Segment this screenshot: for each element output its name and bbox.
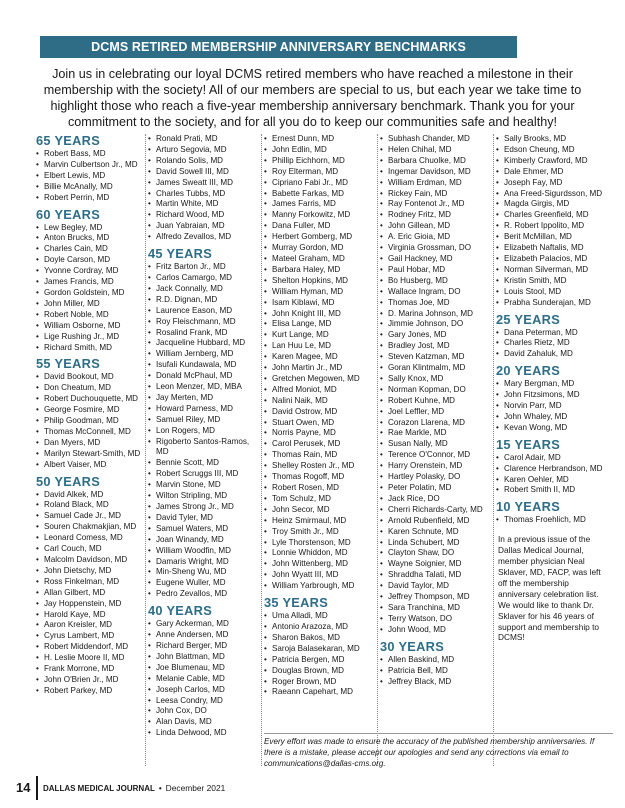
- member-name: • Steven Katzman, MD: [380, 352, 492, 363]
- member-name: • Sara Tranchina, MD: [380, 603, 492, 614]
- page-banner: DCMS RETIRED MEMBERSHIP ANNIVERSARY BENCHMARKS: [40, 36, 517, 58]
- member-list: [36, 490, 144, 697]
- member-name: • Martin White, MD: [148, 199, 260, 210]
- member-list: [36, 372, 144, 470]
- section-heading: 45 YEARS: [148, 246, 213, 262]
- member-name: • Susan Nally, MD: [380, 439, 492, 450]
- column-3: [264, 134, 378, 698]
- member-name: • Heinz Smirmaul, MD: [264, 516, 378, 527]
- member-name: • Ross Finkelman, MD: [36, 577, 144, 588]
- member-name: • David Alkek, MD: [36, 490, 144, 501]
- member-name: • Jack Rice, DO: [380, 494, 492, 505]
- member-name: • Roland Black, MD: [36, 500, 144, 511]
- member-name: • Norman Silverman, MD: [496, 265, 612, 276]
- column-4: [380, 134, 492, 687]
- member-name: • John Gillean, MD: [380, 221, 492, 232]
- member-name: • Leesa Condry, MD: [148, 696, 260, 707]
- member-name: • Peter Polatin, MD: [380, 483, 492, 494]
- member-name: • Roger Brown, MD: [264, 677, 378, 688]
- member-name: • Souren Chakmakjian, MD: [36, 522, 144, 533]
- member-list: [148, 262, 260, 600]
- member-name: • Marvin Stone, MD: [148, 480, 260, 491]
- member-name: • Barbara Chuolke, MD: [380, 156, 492, 167]
- member-name: • Jacqueline Hubbard, MD: [148, 338, 260, 349]
- member-name: • Robert Kuhne, MD: [380, 396, 492, 407]
- member-name: • Linda Delwood, MD: [148, 728, 260, 739]
- section-heading: 60 YEARS: [36, 206, 101, 222]
- member-name: • Corazon Llarena, MD: [380, 418, 492, 429]
- member-name: • Herbert Gomberg, MD: [264, 232, 378, 243]
- member-name: • Leon Menzer, MD, MBA: [148, 382, 260, 393]
- member-name: • Joan Winandy, MD: [148, 535, 260, 546]
- member-name: • Patricia Bell, MD: [380, 666, 492, 677]
- member-name: • Alfredo Zevallos, MD: [148, 232, 260, 243]
- accuracy-footnote: Every effort was made to ensure the accuracy of the published membership anniversaries. If there is a mistake, please accept our apologies and send any corrections via email to communications@dallas-cms.org.: [264, 737, 595, 768]
- member-name: • Lan Huu Le, MD: [264, 341, 378, 352]
- member-name: • Barbara Haley, MD: [264, 265, 378, 276]
- member-name: • Marilyn Stewart-Smith, MD: [36, 449, 144, 460]
- member-name: • William Hyman, MD: [264, 287, 378, 298]
- member-list: [496, 328, 612, 361]
- member-name: • Thomas Rogoff, MD: [264, 472, 378, 483]
- member-name: • John Whaley, MD: [496, 412, 612, 423]
- member-name: • Alan Davis, MD: [148, 717, 260, 728]
- member-list: [380, 134, 492, 636]
- member-name: • Karen Oehler, MD: [496, 475, 612, 486]
- member-name: • Virginia Grossman, DO: [380, 243, 492, 254]
- member-name: • Anton Brucks, MD: [36, 233, 144, 244]
- member-name: • Anne Andersen, MD: [148, 630, 260, 641]
- section-heading: 10 YEARS: [496, 499, 561, 515]
- column-1: [36, 134, 144, 697]
- member-name: • Min-Sheng Wu, MD: [148, 567, 260, 578]
- member-name: • Richard Berger, MD: [148, 641, 260, 652]
- member-name: • Shraddha Talati, MD: [380, 570, 492, 581]
- member-name: • Thomas Froehlich, MD: [496, 515, 612, 526]
- member-name: • Dan Myers, MD: [36, 438, 144, 449]
- member-name: • Lew Begley, MD: [36, 223, 144, 234]
- member-name: • Eugene Wuller, MD: [148, 578, 260, 589]
- member-name: • Lige Rushing Jr., MD: [36, 332, 144, 343]
- journal-name: DALLAS MEDICAL JOURNAL: [43, 784, 155, 793]
- member-name: • John Secor, MD: [264, 505, 378, 516]
- member-name: • Terence O'Connor, MD: [380, 450, 492, 461]
- member-name: • D. Marina Johnson, MD: [380, 309, 492, 320]
- member-name: • Sharon Bakos, MD: [264, 633, 378, 644]
- column-divider: [493, 134, 494, 766]
- section-heading: 65 YEARS: [36, 133, 101, 148]
- member-name: • James Sweatt III, MD: [148, 178, 260, 189]
- member-name: • Babette Farkas, MD: [264, 189, 378, 200]
- member-name: • David Bookout, MD: [36, 372, 144, 383]
- member-name: • A. Eric Gioia, MD: [380, 232, 492, 243]
- member-name: • Elisa Lange, MD: [264, 319, 378, 330]
- member-name: • Karen Magee, MD: [264, 352, 378, 363]
- member-name: • David Sowell III, MD: [148, 167, 260, 178]
- member-name: • Isam Kiblawi, MD: [264, 298, 378, 309]
- member-name: • Prabha Sunderajan, MD: [496, 298, 612, 309]
- footer-divider: [36, 776, 38, 800]
- member-name: • Lon Rogers, MD: [148, 426, 260, 437]
- member-name: • Ray Fontenot Jr., MD: [380, 199, 492, 210]
- member-list: [36, 223, 144, 354]
- member-name: • James Strong Jr., MD: [148, 502, 260, 513]
- member-name: • Troy Smith Jr., MD: [264, 527, 378, 538]
- member-list: [496, 379, 612, 434]
- member-name: • Cherri Richards-Carty, MD: [380, 505, 492, 516]
- page-number: 14: [16, 780, 31, 795]
- journal-info: [43, 776, 225, 801]
- member-name: • Laurence Eason, MD: [148, 306, 260, 317]
- member-name: • Uma Alladi, MD: [264, 611, 378, 622]
- member-name: • Samuel Waters, MD: [148, 524, 260, 535]
- member-name: • Antonio Arazoza, MD: [264, 622, 378, 633]
- member-name: • Donald McPhaul, MD: [148, 371, 260, 382]
- member-name: • Edson Cheung, MD: [496, 145, 612, 156]
- member-name: • Elizabeth Naftalis, MD: [496, 243, 612, 254]
- section-heading: 30 YEARS: [380, 638, 445, 654]
- member-name: • Carl Couch, MD: [36, 544, 144, 555]
- member-name: • Richard Wood, MD: [148, 210, 260, 221]
- member-name: • Nalini Naik, MD: [264, 396, 378, 407]
- member-name: • Stuart Owen, MD: [264, 418, 378, 429]
- member-name: • Dana Peterman, MD: [496, 328, 612, 339]
- column-divider: [261, 134, 262, 766]
- member-name: • Lonnie Whiddon, MD: [264, 548, 378, 559]
- member-name: • Berit McMillan, MD: [496, 232, 612, 243]
- member-name: • R.D. Dignan, MD: [148, 295, 260, 306]
- member-list: [264, 134, 378, 592]
- member-name: • Jeffrey Black, MD: [380, 677, 492, 688]
- member-name: • Norris Payne, MD: [264, 428, 378, 439]
- member-name: • Bradley Jost, MD: [380, 341, 492, 352]
- section-heading: 50 YEARS: [36, 473, 101, 489]
- member-name: • Gary Jones, MD: [380, 330, 492, 341]
- member-name: • Norvin Parr, MD: [496, 401, 612, 412]
- member-name: • Saroja Balasekaran, MD: [264, 644, 378, 655]
- member-name: • John Fitzsimons, MD: [496, 390, 612, 401]
- member-name: • Melanie Cable, MD: [148, 674, 260, 685]
- member-name: • Kevan Wong, MD: [496, 423, 612, 434]
- member-name: • Carol Adair, MD: [496, 453, 612, 464]
- member-name: • Allen Baskind, MD: [380, 655, 492, 666]
- member-name: • Robert Scruggs III, MD: [148, 469, 260, 480]
- member-name: • Robert Parkey, MD: [36, 686, 144, 697]
- member-name: • William Yarbrough, MD: [264, 581, 378, 592]
- member-list: [36, 149, 144, 204]
- member-list: [496, 134, 612, 309]
- member-name: • Clarence Herbrandson, MD: [496, 464, 612, 475]
- member-name: • Rolando Solis, MD: [148, 156, 260, 167]
- member-name: • Kristin Smith, MD: [496, 276, 612, 287]
- member-name: • Howard Parness, MD: [148, 404, 260, 415]
- member-name: • Hartley Polasky, DO: [380, 472, 492, 483]
- member-list: [264, 611, 378, 698]
- member-name: • Robert Perrin, MD: [36, 193, 144, 204]
- member-name: • Robert Duchouquette, MD: [36, 394, 144, 405]
- member-name: • Karen Schnute, MD: [380, 527, 492, 538]
- page-footer: [0, 776, 625, 802]
- member-name: • Murray Gordon, MD: [264, 243, 378, 254]
- member-name: • John Wood, MD: [380, 625, 492, 636]
- member-name: • Rickey Fain, MD: [380, 189, 492, 200]
- member-name: • Cyrus Lambert, MD: [36, 631, 144, 642]
- member-name: • Gordon Goldstein, MD: [36, 288, 144, 299]
- section-heading: 20 YEARS: [496, 363, 561, 379]
- member-list: [380, 655, 492, 688]
- member-name: • David Taylor, MD: [380, 581, 492, 592]
- member-name: • Samuel Cade Jr., MD: [36, 511, 144, 522]
- member-name: • Robert Rosen, MD: [264, 483, 378, 494]
- member-name: • George Fosmire, MD: [36, 405, 144, 416]
- member-name: • R. Robert Ippolito, MD: [496, 221, 612, 232]
- member-name: • Jay Hoppenstein, MD: [36, 599, 144, 610]
- section-heading: 35 YEARS: [264, 595, 329, 611]
- member-name: • Terry Watson, DO: [380, 614, 492, 625]
- member-name: • Goran Klintmalm, MD: [380, 363, 492, 374]
- footnote-rule: [264, 733, 613, 734]
- member-name: • William Woodfin, MD: [148, 546, 260, 557]
- member-name: • William Osborne, MD: [36, 321, 144, 332]
- member-name: • David Zahaluk, MD: [496, 349, 612, 360]
- member-name: • Leonard Comess, MD: [36, 533, 144, 544]
- member-list: [496, 453, 612, 497]
- member-name: • Bo Husberg, MD: [380, 276, 492, 287]
- member-name: • Don Cheatum, MD: [36, 383, 144, 394]
- member-name: • Phillip Eichhorn, MD: [264, 156, 378, 167]
- correction-note: In a previous issue of the Dallas Medical Journal, member physician Neal Sklaver, MD, FACP, was left off the membership anniversary celebration list. We would like to thank Dr. Sklaver for his 46 years of support and membership to DCMS!: [498, 534, 601, 643]
- member-name: • Arnold Rubenfield, MD: [380, 516, 492, 527]
- member-name: • Gail Hackney, MD: [380, 254, 492, 265]
- member-name: • John O'Brien Jr., MD: [36, 675, 144, 686]
- member-name: • Joseph Carlos, MD: [148, 685, 260, 696]
- member-name: • Aaron Kreisler, MD: [36, 620, 144, 631]
- member-name: • Gary Ackerman, MD: [148, 619, 260, 630]
- member-name: • John Miller, MD: [36, 299, 144, 310]
- member-name: • Linda Schubert, MD: [380, 538, 492, 549]
- member-name: • Thomas Joe, MD: [380, 298, 492, 309]
- member-name: • Rae Markle, MD: [380, 428, 492, 439]
- member-name: • Samuel Riley, MD: [148, 415, 260, 426]
- member-name: • David Ostrow, MD: [264, 407, 378, 418]
- member-name: • Roy Fleischmann, MD: [148, 317, 260, 328]
- member-name: • Joe Blumenau, MD: [148, 663, 260, 674]
- member-name: • James Francis, MD: [36, 277, 144, 288]
- member-name: • Jimmie Johnson, DO: [380, 319, 492, 330]
- member-name: • John Edlin, MD: [264, 145, 378, 156]
- member-name: • Allan Gilbert, MD: [36, 588, 144, 599]
- member-name: • Alfred Moniot, MD: [264, 385, 378, 396]
- member-name: • Charles Cain, MD: [36, 244, 144, 255]
- member-name: • Jay Merten, MD: [148, 393, 260, 404]
- member-list: [496, 515, 612, 526]
- member-name: • Kurt Lange, MD: [264, 330, 378, 341]
- column-divider: [145, 134, 146, 766]
- member-name: • Magda Girgis, MD: [496, 199, 612, 210]
- member-name: • Rodney Fritz, MD: [380, 210, 492, 221]
- member-name: • David Tyler, MD: [148, 513, 260, 524]
- member-list: [148, 619, 260, 739]
- member-name: • Wayne Soignier, MD: [380, 559, 492, 570]
- member-name: • Clayton Shaw, DO: [380, 548, 492, 559]
- member-name: • Joel Leffler, MD: [380, 407, 492, 418]
- member-name: • Paul Hobar, MD: [380, 265, 492, 276]
- member-name: • Sally Knox, MD: [380, 374, 492, 385]
- member-name: • Harry Orenstein, MD: [380, 461, 492, 472]
- member-name: • Joseph Fay, MD: [496, 178, 612, 189]
- member-name: • Charles Tubbs, MD: [148, 189, 260, 200]
- column-2: [148, 134, 260, 739]
- member-name: • Jack Connally, MD: [148, 284, 260, 295]
- member-name: • Harold Kaye, MD: [36, 610, 144, 621]
- member-name: • Charles Rietz, MD: [496, 338, 612, 349]
- member-name: • Albert Vaiser, MD: [36, 460, 144, 471]
- member-name: • Jeffrey Thompson, MD: [380, 592, 492, 603]
- member-name: • Manny Forkowitz, MD: [264, 210, 378, 221]
- member-name: • Thomas Rain, MD: [264, 450, 378, 461]
- member-name: • Sally Brooks, MD: [496, 134, 612, 145]
- member-name: • Damaris Wright, MD: [148, 557, 260, 568]
- section-heading: 40 YEARS: [148, 603, 213, 619]
- member-name: • Elizabeth Palacios, MD: [496, 254, 612, 265]
- anniversary-columns: [0, 134, 625, 774]
- member-list: [148, 134, 260, 243]
- member-name: • Ingemar Davidson, MD: [380, 167, 492, 178]
- column-divider: [377, 134, 378, 766]
- member-name: • Shelley Rosten Jr., MD: [264, 461, 378, 472]
- section-heading: 55 YEARS: [36, 356, 101, 372]
- member-name: • John Martin Jr., MD: [264, 363, 378, 374]
- member-name: • William Erdman, MD: [380, 178, 492, 189]
- member-name: • Douglas Brown, MD: [264, 666, 378, 677]
- member-name: • Charles Greenfield, MD: [496, 210, 612, 221]
- member-name: • Yvonne Cordray, MD: [36, 266, 144, 277]
- member-name: • H. Leslie Moore II, MD: [36, 653, 144, 664]
- member-name: • James Farris, MD: [264, 199, 378, 210]
- member-name: • Tom Schulz, MD: [264, 494, 378, 505]
- member-name: • Doyle Carson, MD: [36, 255, 144, 266]
- section-heading: 25 YEARS: [496, 311, 561, 327]
- member-name: • Ernest Dunn, MD: [264, 134, 378, 145]
- issue-date: December 2021: [165, 783, 226, 793]
- member-name: • William Jernberg, MD: [148, 349, 260, 360]
- member-name: • Patricia Bergen, MD: [264, 655, 378, 666]
- member-name: • Rigoberto Santos-Ramos, MD: [148, 437, 260, 459]
- member-name: • Raeann Capehart, MD: [264, 687, 378, 698]
- member-name: • Thomas McConnell, MD: [36, 427, 144, 438]
- member-name: • John Dietschy, MD: [36, 566, 144, 577]
- footer-separator: •: [158, 784, 162, 793]
- member-name: • John Cox, DO: [148, 706, 260, 717]
- member-name: • Helen Chihal, MD: [380, 145, 492, 156]
- member-name: • Marvin Culbertson Jr., MD: [36, 160, 144, 171]
- member-name: • Kimberly Crawford, MD: [496, 156, 612, 167]
- member-name: • John Wittenberg, MD: [264, 559, 378, 570]
- column-5: [496, 134, 612, 643]
- member-name: • Rosalind Frank, MD: [148, 328, 260, 339]
- member-name: • Shelton Hopkins, MD: [264, 276, 378, 287]
- member-name: • Carlos Camargo, MD: [148, 273, 260, 284]
- member-name: • Subhash Chander, MD: [380, 134, 492, 145]
- member-name: • Ana Freed-Sigurdsson, MD: [496, 189, 612, 200]
- member-name: • Bennie Scott, MD: [148, 458, 260, 469]
- member-name: • Fritz Barton Jr., MD: [148, 262, 260, 273]
- member-name: • Norman Kopman, DO: [380, 385, 492, 396]
- member-name: • Mary Bergman, MD: [496, 379, 612, 390]
- member-name: • Richard Smith, MD: [36, 343, 144, 354]
- member-name: • Mateel Graham, MD: [264, 254, 378, 265]
- member-name: • Gretchen Megowen, MD: [264, 374, 378, 385]
- member-name: • John Knight III, MD: [264, 309, 378, 320]
- member-name: • Dale Ehmer, MD: [496, 167, 612, 178]
- member-name: • Frank Morrone, MD: [36, 664, 144, 675]
- intro-paragraph: Join us in celebrating our loyal DCMS retired members who have reached a milestone in their membership with the society! All of our members are special to us, but each year we take time to highlight those who reach a five-year membership anniversary benchmark. Thank you for your commitment to the society, and for all you do to keep our communities safe and healthy!: [43, 67, 582, 129]
- member-name: • Wallace Ingram, DO: [380, 287, 492, 298]
- member-name: • Robert Middendorf, MD: [36, 642, 144, 653]
- member-name: • Isufali Kundawala, MD: [148, 360, 260, 371]
- member-name: • Malcolm Davidson, MD: [36, 555, 144, 566]
- member-name: • Billie McAnally, MD: [36, 182, 144, 193]
- member-name: • Louis Stool, MD: [496, 287, 612, 298]
- member-name: • Robert Smith II, MD: [496, 485, 612, 496]
- member-name: • John Blattman, MD: [148, 652, 260, 663]
- member-name: • Lyle Thorstenson, MD: [264, 538, 378, 549]
- member-name: • Wilton Stripling, MD: [148, 491, 260, 502]
- member-name: • Cipriano Fabi Jr., MD: [264, 178, 378, 189]
- member-name: • Juan Yabraian, MD: [148, 221, 260, 232]
- member-name: • Carol Perusek, MD: [264, 439, 378, 450]
- member-name: • Pedro Zevallos, MD: [148, 589, 260, 600]
- member-name: • Roy Elterman, MD: [264, 167, 378, 178]
- section-heading: 15 YEARS: [496, 436, 561, 452]
- member-name: • Ronald Prati, MD: [148, 134, 260, 145]
- member-name: • John Wyatt III, MD: [264, 570, 378, 581]
- member-name: • Philip Goodman, MD: [36, 416, 144, 427]
- member-name: • Arturo Segovia, MD: [148, 145, 260, 156]
- member-name: • Dana Fuller, MD: [264, 221, 378, 232]
- member-name: • Elbert Lewis, MD: [36, 171, 144, 182]
- member-name: • Robert Noble, MD: [36, 310, 144, 321]
- member-name: • Robert Bass, MD: [36, 149, 144, 160]
